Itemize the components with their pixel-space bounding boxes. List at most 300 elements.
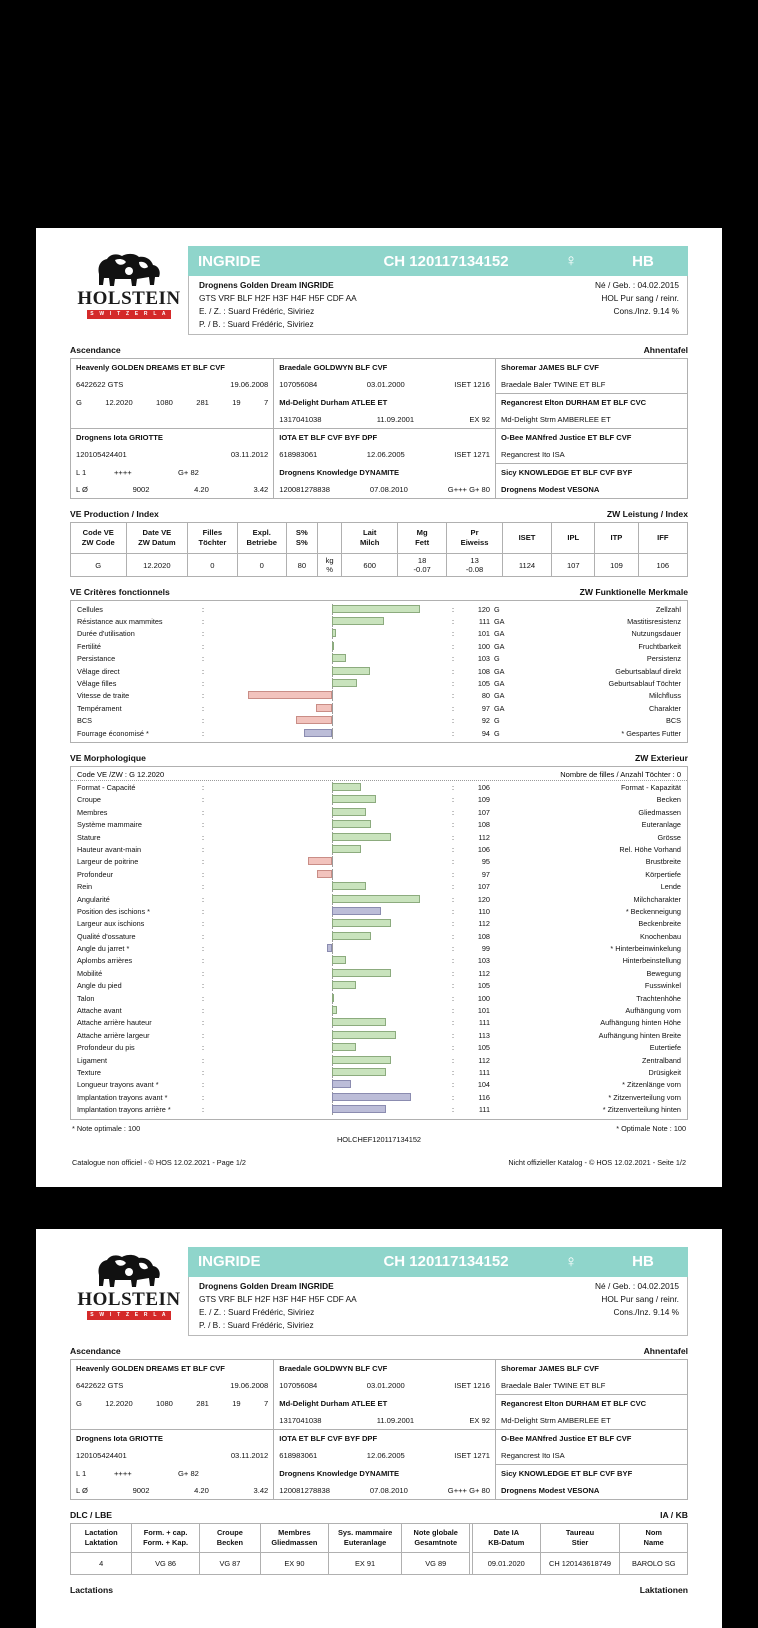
trait-colon-2: : xyxy=(452,1092,455,1102)
trait-row xyxy=(71,1054,687,1066)
trait-colon-2: : xyxy=(452,1055,455,1065)
lactation-number: 4 xyxy=(71,1552,132,1574)
page-1 xyxy=(36,228,722,1187)
ve-code: G xyxy=(71,554,127,577)
trait-value: 120 xyxy=(477,894,490,904)
trait-reliability xyxy=(494,992,520,1004)
trait-label-fr: Système mammaire xyxy=(77,820,142,830)
trait-label-de: BCS xyxy=(665,716,681,726)
trait-colon-2: : xyxy=(452,931,455,941)
ancestry-heading: Ascendance Ahnentafel xyxy=(70,345,688,355)
trait-reliability xyxy=(494,1091,520,1103)
trait-bar xyxy=(212,980,452,992)
dlc-heading: DLC / LBE IA / KB xyxy=(70,1509,688,1520)
sire-dam-name: Md-Delight Durham ATLEE ET xyxy=(274,1395,496,1412)
trait-label-fr: BCS xyxy=(77,716,93,726)
trait-value: 100 xyxy=(477,641,490,651)
inbreeding: Cons./Inz. 9.14 % xyxy=(613,1306,679,1317)
trait-row xyxy=(71,905,687,917)
trait-label-de: Milchfluss xyxy=(648,691,681,701)
sire-index-row: G 12.2020 1080 281 19 7 xyxy=(71,1395,274,1412)
sire-spct-row xyxy=(71,1412,274,1430)
trait-label-fr: Largeur aux ischions xyxy=(77,919,145,929)
trait-colon: : xyxy=(202,716,205,726)
trait-bar xyxy=(212,918,452,930)
lactations-heading: Lactations Laktationen xyxy=(70,1584,688,1595)
trait-label-de: Fusswinkel xyxy=(644,981,681,991)
trait-colon-2: : xyxy=(452,1043,455,1053)
dam-dam-id-row: 120081278838 07.08.2010 G+++ G+ 80 xyxy=(274,1482,496,1499)
dlc-table xyxy=(70,1523,688,1575)
sire-id-row: 6422622 GTS 19.06.2008 xyxy=(71,1377,274,1395)
trait-value: 103 xyxy=(477,956,490,966)
trait-row xyxy=(71,1066,687,1078)
trait-row xyxy=(71,967,687,979)
protein-value: 13 -0.08 xyxy=(447,554,503,577)
trait-colon: : xyxy=(202,944,205,954)
dam-id-row: 120105424401 03.11.2012 xyxy=(71,1447,274,1465)
trait-value: 101 xyxy=(477,1006,490,1016)
trait-colon: : xyxy=(202,931,205,941)
trait-label-de: Zentralband xyxy=(642,1055,681,1065)
trait-label-fr: Profondeur du pis xyxy=(77,1043,135,1053)
trait-reliability xyxy=(494,930,520,942)
trait-reliability xyxy=(494,880,520,892)
animal-id-block-2 xyxy=(188,1277,688,1336)
sire-dam-name: Md-Delight Durham ATLEE ET xyxy=(274,394,496,411)
farms: 0 xyxy=(237,554,286,577)
trait-value: 94 xyxy=(481,728,490,738)
dam-id-row: 120105424401 03.11.2012 xyxy=(71,446,274,464)
brand-subtitle: S W I T Z E R L A N D xyxy=(87,1311,171,1320)
cow-icon xyxy=(93,1249,165,1289)
trait-colon-2: : xyxy=(452,795,455,805)
trait-label-de: * Zitzenverteilung hinten xyxy=(602,1105,681,1115)
trait-colon-2: : xyxy=(452,604,455,614)
sire-name: Heavenly GOLDEN DREAMS ET BLF CVF xyxy=(71,359,274,376)
trait-label-fr: Angle du jarret * xyxy=(77,944,130,954)
gg2: Braedale Baler TWINE ET BLF xyxy=(496,376,687,394)
trait-reliability xyxy=(494,1017,520,1029)
breeder: E. / Z. : Suard Frédéric, Siviriez xyxy=(199,306,315,316)
trait-colon-2: : xyxy=(452,807,455,817)
trait-reliability xyxy=(494,781,520,793)
dam-sire-name: IOTA ET BLF CVF BYF DPF xyxy=(274,429,496,446)
trait-bar xyxy=(212,1042,452,1054)
trait-bar xyxy=(212,653,452,665)
animal-id-block xyxy=(188,276,688,335)
trait-reliability xyxy=(494,843,520,855)
dlc-value-row xyxy=(71,1552,688,1574)
trait-colon: : xyxy=(202,703,205,713)
trait-colon: : xyxy=(202,1055,205,1065)
trait-colon-2: : xyxy=(452,666,455,676)
trait-reliability xyxy=(494,955,520,967)
sire-id-row: 6422622 GTS 19.06.2008 xyxy=(71,376,274,394)
trait-label-fr: Aplombs arrières xyxy=(77,956,133,966)
trait-label-de: Brustbreite xyxy=(645,857,681,867)
daughters: 0 xyxy=(188,554,237,577)
trait-reliability xyxy=(494,818,520,830)
trait-label-de: Hinterbeinstellung xyxy=(622,956,681,966)
production-table xyxy=(70,522,688,577)
trait-reliability xyxy=(494,1103,520,1115)
trait-colon: : xyxy=(202,782,205,792)
owner: P. / B. : Suard Frédéric, Siviriez xyxy=(199,319,314,329)
trait-value: 111 xyxy=(478,1018,490,1028)
trait-value: 80 xyxy=(481,691,490,701)
pedigree-name: Drognens Golden Dream INGRIDE xyxy=(199,280,334,290)
trait-reliability xyxy=(494,905,520,917)
trait-colon: : xyxy=(202,679,205,689)
trait-colon-2: : xyxy=(452,654,455,664)
trait-value: 105 xyxy=(477,679,490,689)
trait-bar xyxy=(212,628,452,640)
female-symbol-icon: ♀ xyxy=(564,1251,578,1271)
animal-id: CH 120117134152 xyxy=(383,1253,509,1271)
trait-bar xyxy=(212,955,452,967)
trait-value: 106 xyxy=(477,782,490,792)
iset-value: 1124 xyxy=(502,554,551,577)
trait-label-fr: Attache arrière hauteur xyxy=(77,1018,152,1028)
sire-dam-id-row: 1317041038 11.09.2001 EX 92 xyxy=(274,1412,496,1430)
trait-label-de: Aufhängung hinten Breite xyxy=(598,1030,681,1040)
sire-dam-id-row: 1317041038 11.09.2001 EX 92 xyxy=(274,411,496,429)
trait-reliability: GA xyxy=(494,629,505,639)
trait-colon-2: : xyxy=(452,703,455,713)
trait-colon: : xyxy=(202,919,205,929)
trait-label-de: * Zitzenlänge vorn xyxy=(622,1080,681,1090)
trait-colon-2: : xyxy=(452,716,455,726)
trait-label-de: Grösse xyxy=(657,832,681,842)
trait-row xyxy=(71,955,687,967)
gg8: Drognens Modest VESONA xyxy=(501,485,600,494)
trait-colon: : xyxy=(202,617,205,627)
gg5: O-Bee MANfred Justice ET BLF CVF xyxy=(501,1433,632,1443)
trait-label-fr: Implantation trayons avant * xyxy=(77,1092,168,1102)
trait-row xyxy=(71,918,687,930)
trait-value: 111 xyxy=(478,617,490,627)
trait-label-de: Körpertiefe xyxy=(645,869,681,879)
morph-code-line: Code VE /ZW : G 12.2020 Nombre de filles / Anzahl Töchter : 0 xyxy=(71,769,687,781)
trait-label-fr: Attache avant xyxy=(77,1006,122,1016)
trait-reliability xyxy=(494,942,520,954)
trait-value: 97 xyxy=(481,703,490,713)
trait-colon-2: : xyxy=(452,981,455,991)
trait-value: 107 xyxy=(477,807,490,817)
gg7: Sicy KNOWLEDGE ET BLF CVF BYF xyxy=(501,1468,633,1478)
trait-label-fr: Profondeur xyxy=(77,869,114,879)
trait-label-fr: Largeur de poitrine xyxy=(77,857,139,867)
trait-label-fr: Membres xyxy=(77,807,108,817)
trait-value: 108 xyxy=(477,820,490,830)
trait-colon-2: : xyxy=(452,844,455,854)
trait-colon: : xyxy=(202,1043,205,1053)
dlc-header-row: Lactation Laktation Form. + cap. Form. + Kap. Croupe Becken Membres Gliedmassen Sys. mammaire Euteranlage Note globale Gesamtnote Date IA KB-Datum Taureau Stier Nom Name xyxy=(71,1523,688,1552)
trait-label-de: Charakter xyxy=(648,703,681,713)
gg2: Braedale Baler TWINE ET BLF xyxy=(496,1377,687,1395)
trait-row xyxy=(71,677,687,689)
trait-label-fr: Rein xyxy=(77,882,93,892)
production-heading: VE Production / Index ZW Leistung / Index xyxy=(70,509,688,519)
trait-label-fr: Vêlage direct xyxy=(77,666,120,676)
morphology-chart xyxy=(70,766,688,1120)
trait-colon: : xyxy=(202,1080,205,1090)
trait-reliability: GA xyxy=(494,666,505,676)
dam-sire-id-row: 618983061 12.06.2005 ISET 1271 xyxy=(274,1447,496,1465)
trait-label-de: Euteranlage xyxy=(641,820,681,830)
trait-colon: : xyxy=(202,629,205,639)
dam-name: Drognens Iota GRIOTTE xyxy=(71,1430,274,1447)
overall-score: VG 89 xyxy=(402,1552,470,1574)
trait-row xyxy=(71,806,687,818)
trait-bar xyxy=(212,677,452,689)
trait-colon-2: : xyxy=(452,782,455,792)
ia-date: 09.01.2020 xyxy=(473,1552,541,1574)
trait-value: 99 xyxy=(481,944,490,954)
trait-value: 113 xyxy=(478,1030,490,1040)
gg8: Drognens Modest VESONA xyxy=(501,1485,600,1495)
trait-colon: : xyxy=(202,654,205,664)
breed-purity: HOL Pur sang / reinr. xyxy=(601,1293,679,1304)
trait-colon-2: : xyxy=(452,820,455,830)
trait-bar xyxy=(212,1017,452,1029)
trait-label-fr: Format - Capacité xyxy=(77,782,136,792)
trait-row xyxy=(71,715,687,727)
trait-label-de: Bewegung xyxy=(646,968,681,978)
trait-bar xyxy=(212,992,452,1004)
trait-colon: : xyxy=(202,894,205,904)
trait-reliability: GA xyxy=(494,679,505,689)
ancestry-table xyxy=(70,358,688,499)
trait-label-de: Becken xyxy=(656,795,681,805)
units: kg % xyxy=(317,554,342,577)
brand-subtitle: S W I T Z E R L A N D xyxy=(87,310,171,319)
trait-bar xyxy=(212,603,452,615)
trait-value: 104 xyxy=(477,1080,490,1090)
trait-label-fr: Ligament xyxy=(77,1055,108,1065)
trait-label-fr: Cellules xyxy=(77,604,103,614)
trait-row xyxy=(71,628,687,640)
sire-sire-id-row: 107056084 03.01.2000 ISET 1216 xyxy=(274,1377,496,1395)
trait-label-de: * Beckenneigung xyxy=(625,906,681,916)
animal-name: INGRIDE xyxy=(198,1253,261,1271)
trait-colon-2: : xyxy=(452,641,455,651)
trait-value: 112 xyxy=(478,968,490,978)
trait-value: 112 xyxy=(478,1055,490,1065)
trait-bar xyxy=(212,880,452,892)
trait-bar xyxy=(212,1091,452,1103)
trait-row xyxy=(71,690,687,702)
dam-dam-name: Drognens Knowledge DYNAMITE xyxy=(274,464,496,481)
breeder: E. / Z. : Suard Frédéric, Siviriez xyxy=(199,1306,315,1317)
trait-label-de: Geburtsablauf direkt xyxy=(615,666,681,676)
trait-bar xyxy=(212,831,452,843)
trait-row xyxy=(71,640,687,652)
trait-colon: : xyxy=(202,691,205,701)
trait-label-fr: Texture xyxy=(77,1067,101,1077)
trait-bar xyxy=(212,794,452,806)
trait-value: 112 xyxy=(478,832,490,842)
herdbook-label: HB xyxy=(632,252,654,270)
trait-label-fr: Croupe xyxy=(77,795,101,805)
trait-label-fr: Talon xyxy=(77,993,95,1003)
trait-reliability xyxy=(494,831,520,843)
trait-reliability xyxy=(494,1066,520,1078)
trait-value: 105 xyxy=(477,981,490,991)
trait-reliability xyxy=(494,806,520,818)
trait-label-de: Drüsigkeit xyxy=(648,1067,681,1077)
trait-bar xyxy=(212,942,452,954)
trait-reliability: G xyxy=(494,728,500,738)
trait-row xyxy=(71,930,687,942)
trait-row xyxy=(71,893,687,905)
trait-label-de: Zellzahl xyxy=(655,604,681,614)
trait-colon: : xyxy=(202,1018,205,1028)
trait-reliability: GA xyxy=(494,703,505,713)
trait-reliability xyxy=(494,893,520,905)
trait-label-de: Aufhängung vorn xyxy=(625,1006,681,1016)
ancestry-table-2 xyxy=(70,1359,688,1500)
trait-bar xyxy=(212,1066,452,1078)
trait-bar xyxy=(212,665,452,677)
sire-index-row: G 12.2020 1080 281 19 7 xyxy=(71,394,274,411)
trait-row xyxy=(71,727,687,739)
trait-reliability xyxy=(494,868,520,880)
birth-date: Né / Geb. : 04.02.2015 xyxy=(595,280,679,290)
trait-row xyxy=(71,843,687,855)
trait-label-de: Gliedmassen xyxy=(638,807,681,817)
trait-row xyxy=(71,942,687,954)
trait-label-de: Milchcharakter xyxy=(633,894,681,904)
trait-reliability xyxy=(494,856,520,868)
trait-colon: : xyxy=(202,604,205,614)
gg3: Regancrest Elton DURHAM ET BLF CVC xyxy=(501,398,647,407)
trait-colon-2: : xyxy=(452,617,455,627)
dam-lactavg-row: L Ø 9002 4.20 3.42 xyxy=(71,1482,274,1499)
trait-bar xyxy=(212,1103,452,1115)
dam-lactavg-row: L Ø 9002 4.20 3.42 xyxy=(71,481,274,498)
trait-reliability xyxy=(494,1079,520,1091)
production-header-row: Code VE ZW Code Date VE ZW Datum Filles Töchter Expl. Betriebe S% S% Lait Milch Mg Fett Pr Eiweiss ISET IPL ITP IFF xyxy=(71,523,688,554)
trait-reliability xyxy=(494,980,520,992)
trait-bar xyxy=(212,702,452,714)
trait-row xyxy=(71,615,687,627)
trait-value: 112 xyxy=(478,919,490,929)
trait-row xyxy=(71,980,687,992)
ipl-value: 107 xyxy=(552,554,595,577)
trait-reliability xyxy=(494,967,520,979)
page-footer: Catalogue non officiel - © HOS 12.02.2021 - Page 1/2 Nicht offizieller Katalog - © HOS 12.02.2021 - Seite 1/2 xyxy=(72,1157,686,1167)
sire-sire-name: Braedale GOLDWYN BLF CVF xyxy=(274,1360,496,1377)
trait-row xyxy=(71,880,687,892)
trait-value: 110 xyxy=(478,906,490,916)
animal-id: CH 120117134152 xyxy=(383,252,509,270)
trait-colon-2: : xyxy=(452,1105,455,1115)
trait-bar xyxy=(212,781,452,793)
trait-colon: : xyxy=(202,981,205,991)
trait-colon-2: : xyxy=(452,1030,455,1040)
trait-bar xyxy=(212,715,452,727)
trait-label-fr: Hauteur avant-main xyxy=(77,844,142,854)
trait-colon: : xyxy=(202,1105,205,1115)
trait-reliability xyxy=(494,918,520,930)
trait-colon-2: : xyxy=(452,857,455,867)
trait-colon: : xyxy=(202,807,205,817)
holstein-logo-2 xyxy=(70,1247,188,1327)
trait-row xyxy=(71,1091,687,1103)
page-2 xyxy=(36,1229,722,1628)
trait-label-fr: Angularité xyxy=(77,894,110,904)
trait-colon: : xyxy=(202,956,205,966)
trait-bar xyxy=(212,868,452,880)
gg6: Regancrest Ito ISA xyxy=(496,1447,687,1465)
trait-label-fr: Vêlage filles xyxy=(77,679,117,689)
trait-label-de: Knochenbau xyxy=(640,931,681,941)
legs-score: EX 90 xyxy=(261,1552,329,1574)
trait-row xyxy=(71,603,687,615)
trait-bar xyxy=(212,843,452,855)
animal-name: INGRIDE xyxy=(198,252,261,270)
trait-row xyxy=(71,1004,687,1016)
gg1: Shoremar JAMES BLF CVF xyxy=(501,1363,599,1373)
trait-colon-2: : xyxy=(452,956,455,966)
trait-colon-2: : xyxy=(452,944,455,954)
sire-sire-id-row: 107056084 03.01.2000 ISET 1216 xyxy=(274,376,496,394)
trait-label-de: Persistenz xyxy=(646,654,681,664)
female-symbol-icon: ♀ xyxy=(564,251,578,270)
trait-row xyxy=(71,794,687,806)
gg4: Md-Delight Strm AMBERLEE ET xyxy=(496,411,687,429)
trait-bar xyxy=(212,818,452,830)
trait-colon-2: : xyxy=(452,1018,455,1028)
trait-label-de: * Gespartes Futter xyxy=(621,728,681,738)
gg5: O-Bee MANfred Justice ET BLF CVF xyxy=(501,433,632,442)
trait-bar xyxy=(212,930,452,942)
format-capacity: VG 86 xyxy=(132,1552,199,1574)
trait-reliability xyxy=(494,1029,520,1041)
gg6: Regancrest Ito ISA xyxy=(496,446,687,464)
trait-label-de: Trachtenhöhe xyxy=(636,993,681,1003)
sire-name: Heavenly GOLDEN DREAMS ET BLF CVF xyxy=(71,1360,274,1377)
animal-title-bar-2 xyxy=(188,1247,688,1277)
trait-reliability xyxy=(494,1054,520,1066)
trait-row xyxy=(71,818,687,830)
fat-value: 18 -0.07 xyxy=(397,554,446,577)
trait-row xyxy=(71,781,687,793)
trait-value: 105 xyxy=(477,1043,490,1053)
trait-label-de: * Hinterbeinwinkelung xyxy=(610,944,681,954)
trait-bar xyxy=(212,856,452,868)
trait-row xyxy=(71,1029,687,1041)
trait-label-fr: Durée d'utilisation xyxy=(77,629,135,639)
trait-label-de: * Zitzenverteilung vorn xyxy=(608,1092,681,1102)
ancestry-heading-2: Ascendance Ahnentafel xyxy=(70,1345,688,1356)
trait-label-fr: Longueur trayons avant * xyxy=(77,1080,159,1090)
trait-row xyxy=(71,653,687,665)
trait-colon-2: : xyxy=(452,679,455,689)
herdbook-label: HB xyxy=(632,1253,654,1271)
trait-colon: : xyxy=(202,820,205,830)
trait-row xyxy=(71,1042,687,1054)
trait-label-de: Geburtsablauf Töchter xyxy=(608,679,681,689)
trait-label-de: Aufhängung hinten Höhe xyxy=(600,1018,681,1028)
itp-value: 109 xyxy=(595,554,638,577)
document-pages xyxy=(0,228,758,1628)
trait-row xyxy=(71,1017,687,1029)
trait-colon: : xyxy=(202,1092,205,1102)
trait-colon-2: : xyxy=(452,869,455,879)
